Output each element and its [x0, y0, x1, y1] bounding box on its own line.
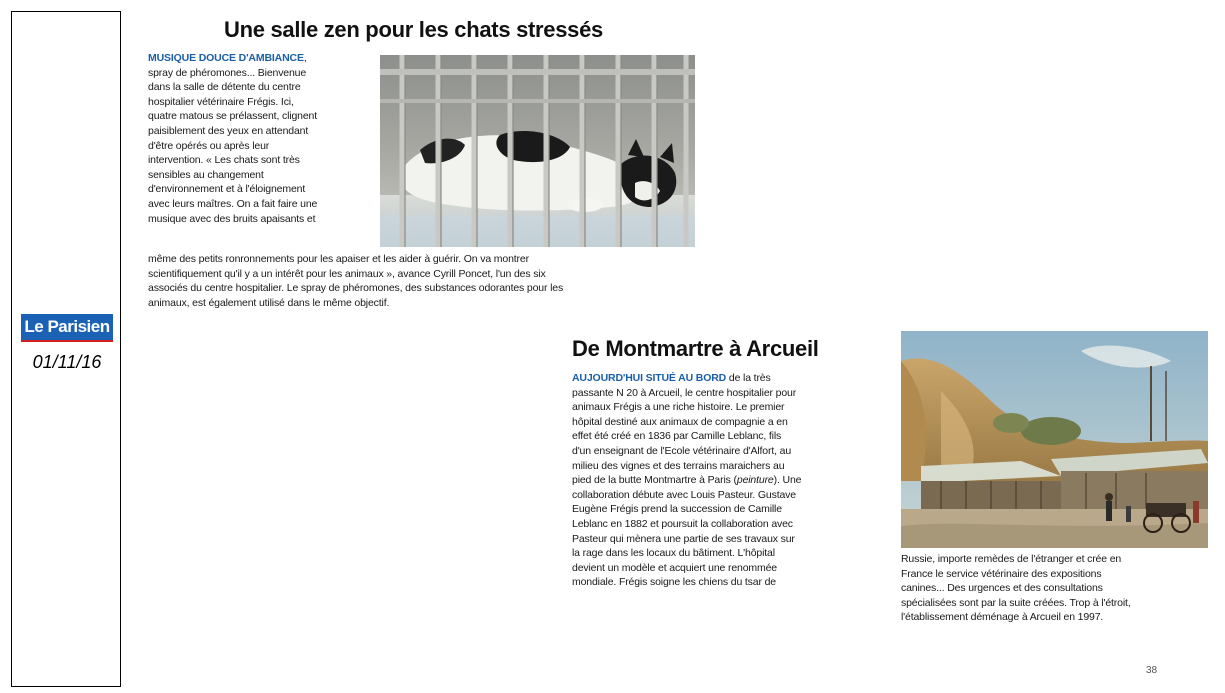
article2-right-line: spécialisées sont par la suite créées. Trop à l'étroit, [901, 596, 1131, 609]
article1-wide-line: animaux, est également utilisé dans le même objectif. [148, 296, 390, 309]
article1-body-column [148, 51, 376, 226]
article2-line: d'un enseignant de l'Ecole vétérinaire d'Alfort, au [572, 444, 792, 457]
article1-lead: MUSIQUE DOUCE D'AMBIANCE [148, 52, 304, 64]
article2-line: devient un modèle et acquiert une renommée [572, 561, 777, 574]
article2-headline: De Montmartre à Arcueil [572, 336, 819, 361]
article2-line: milieu des vignes et des terrains maraichers au [572, 459, 785, 472]
article1-line: dans la salle de détente du centre [148, 81, 301, 94]
article1-line: hospitalier vétérinaire Frégis. Ici, [148, 95, 294, 108]
article2-line: hôpital destiné aux animaux de compagnie a en [572, 415, 788, 428]
article2-line: Eugène Frégis prend la succession de Camille [572, 503, 782, 516]
article1-line: musique avec des bruits apaisants et [148, 212, 316, 225]
article2-line: collaboration débute avec Louis Pasteur. Gustave [572, 488, 796, 501]
article1-body-wide [148, 252, 708, 310]
publication-date: 01/11/16 [32, 352, 102, 372]
article2-line: AUJOURD'HUI SITUÉ AU BORD de la très [572, 372, 771, 384]
article1-line: MUSIQUE DOUCE D'AMBIANCE, [148, 52, 307, 64]
article2-line: pied de la butte Montmartre à Paris (peinture). Une [572, 474, 802, 487]
logo-underline [21, 340, 113, 342]
source-frame [11, 11, 121, 687]
article2-right-line: France le service vétérinaire des expositions [901, 567, 1102, 580]
article2-line: effet été créé en 1836 par Camille Leblanc, fils [572, 430, 782, 443]
article1-line: paisiblement des yeux en attendant [148, 124, 309, 137]
article2-right-line: Russie, importe remèdes de l'étranger et crée en [901, 553, 1122, 565]
article1-headline: Une salle zen pour les chats stressés [224, 17, 603, 42]
article1-line: quatre matous se prélassent, clignent [148, 110, 317, 123]
article1-wide-line: scientifiquement qu'il y a un intérêt pour les animaux », avance Cyrill Poncet, l'un des six [148, 267, 546, 280]
article1-line: sensibles au changement [148, 168, 264, 181]
article2-right-line: canines... Des urgences et des consultations [901, 582, 1103, 595]
article2-lead: AUJOURD'HUI SITUÉ AU BORD [572, 372, 727, 384]
article2-body-right [901, 552, 1211, 625]
article2-line: la rage dans les locaux du bâtiment. L'hôpital [572, 547, 775, 560]
article1-line: avec leurs maîtres. On a fait faire une [148, 197, 318, 210]
montmartre-painting [901, 331, 1208, 548]
article1-wide-line: associés du centre hospitalier. Le spray de phéromones, des substances odorantes pour les [148, 282, 564, 295]
article2-line: Leblanc en 1882 et poursuit la collaboration avec [572, 517, 793, 530]
article2-line: mondiale. Frégis soigne les chiens du tsar de [572, 576, 776, 589]
article1-line: d'environnement et à l'éloignement [148, 183, 306, 196]
article1-wide-line: même des petits ronronnements pour les apaiser et les aider à guérir. On va montrer [148, 253, 529, 265]
cat-in-cage-photo [380, 55, 695, 247]
le-parisien-logo [21, 314, 113, 340]
article1-line: spray de phéromones... Bienvenue [148, 66, 307, 79]
article1-line: d'être opérés ou après leur [148, 139, 270, 152]
article2-line: animaux Frégis a une riche histoire. Le premier [572, 401, 785, 414]
page-number: 38 [1146, 665, 1158, 676]
article2-line: passante N 20 à Arcueil, le centre hospitalier pour [572, 386, 797, 399]
article1-line: intervention. « Les chats sont très [148, 154, 300, 167]
logo-text: Le Parisien [24, 317, 110, 336]
article2-body-column [572, 371, 882, 590]
article2-right-line: l'établissement déménage à Arcueil en 1997. [901, 611, 1104, 624]
article2-line: Pasteur qui mènera une partie de ses travaux sur [572, 532, 795, 545]
